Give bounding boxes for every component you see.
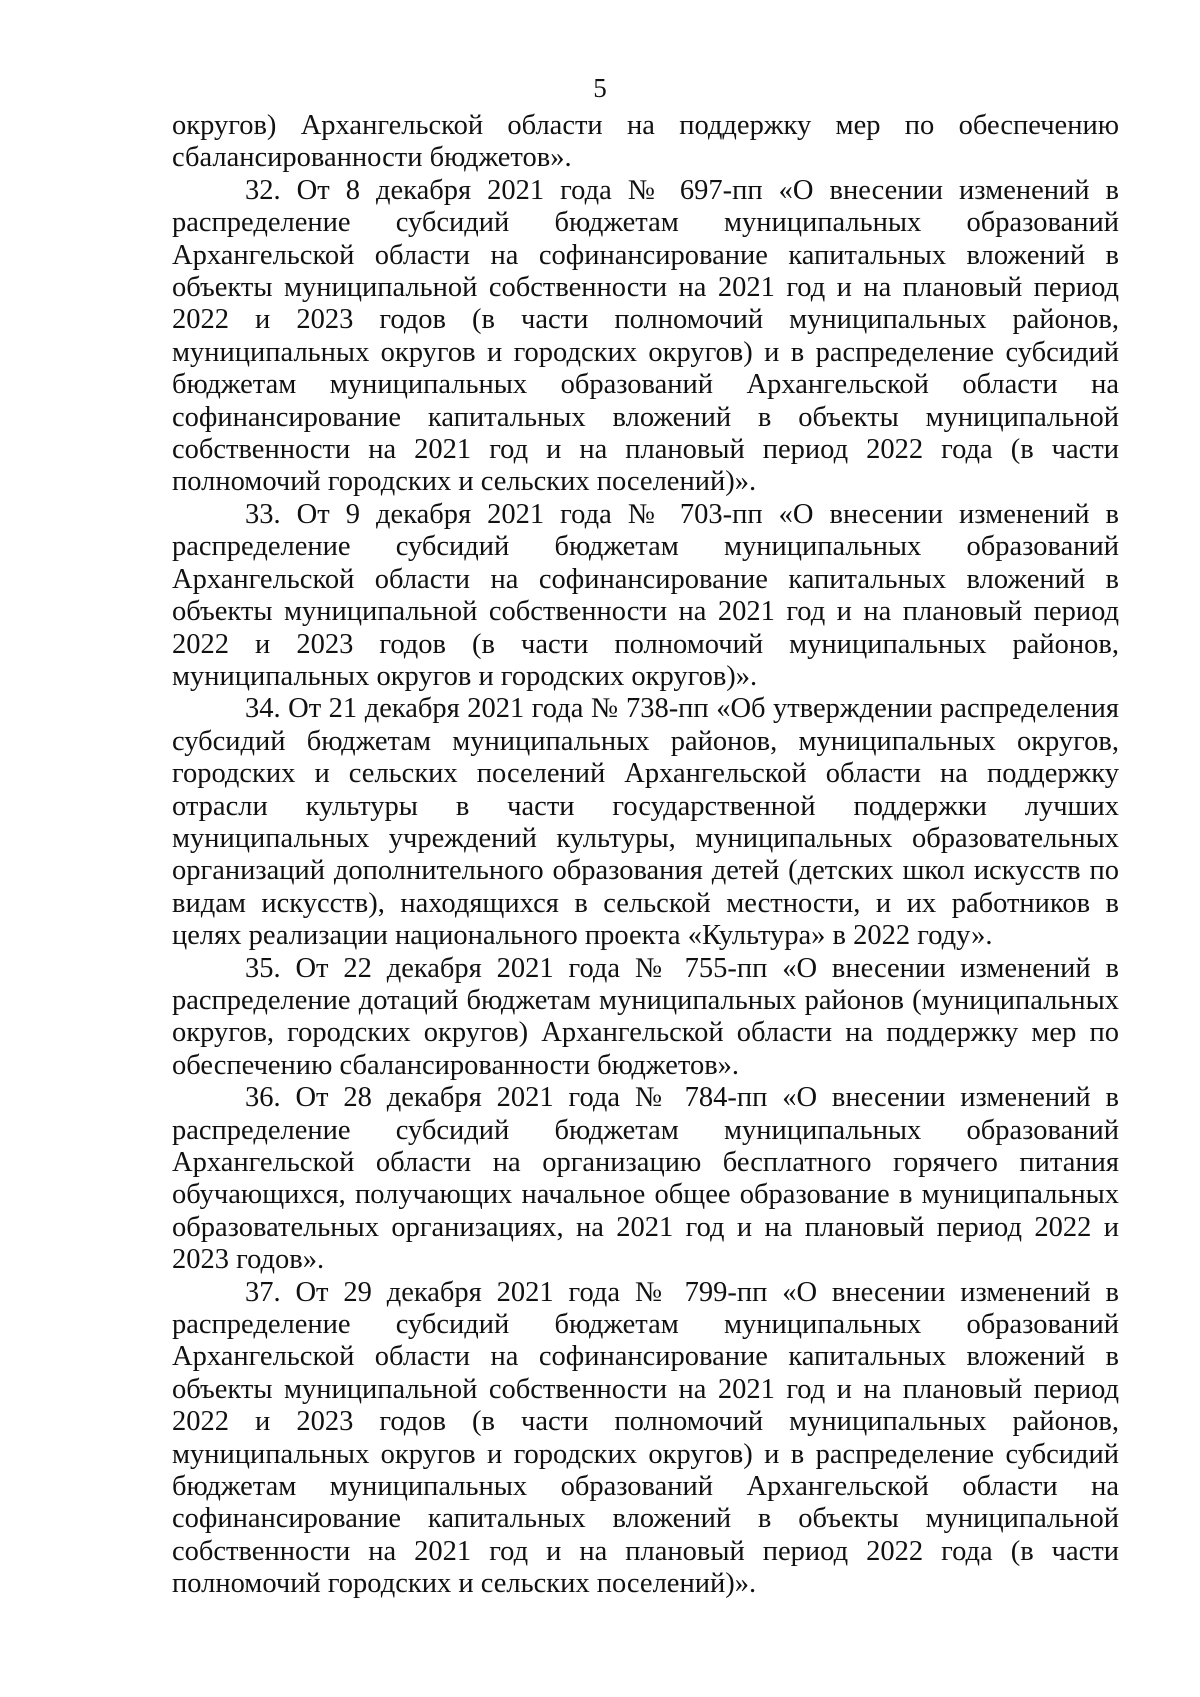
paragraph-item-32: 32. От 8 декабря 2021 года № 697-пп «О внесении изменений в распределение субсидий бюджетам муниципальных образований Архангельской области на софинансирование капитальных вложений в объекты муниципальной собственности на 2021 год и на плановый период 2022 и 2023 годов (в части полномочий муниципальных районов, муниципальных округов и городских округов) и в распределение субсидий бюджетам муниципальных образований Архангельской области на софинансирование капитальных вложений в объекты муниципальной собственности на 2021 год и на плановый период 2022 года (в части полномочий городских и сельских поселений)». bbox=[172, 174, 1119, 498]
paragraph-item-36: 36. От 28 декабря 2021 года № 784-пп «О внесении изменений в распределение субсидий бюджетам муниципальных образований Архангельской области на организацию бесплатного горячего питания обучающихся, получающих начальное общее образование в муниципальных образовательных организациях, на 2021 год и на плановый период 2022 и 2023 годов». bbox=[172, 1082, 1119, 1276]
paragraph-item-35: 35. От 22 декабря 2021 года № 755-пп «О внесении изменений в распределение дотаций бюджетам муниципальных районов (муниципальных округов, городских округов) Архангельской области на поддержку мер по обеспечению сбалансированности бюджетов». bbox=[172, 952, 1119, 1081]
paragraph-item-37: 37. От 29 декабря 2021 года № 799-пп «О внесении изменений в распределение субсидий бюджетам муниципальных образований Архангельской области на софинансирование капитальных вложений в объекты муниципальной собственности на 2021 год и на плановый период 2022 и 2023 годов (в части полномочий муниципальных районов, муниципальных округов и городских округов) и в распределение субсидий бюджетам муниципальных образований Архангельской области на софинансирование капитальных вложений в объекты муниципальной собственности на 2021 год и на плановый период 2022 года (в части полномочий городских и сельских поселений)». bbox=[172, 1276, 1119, 1600]
page-number: 5 bbox=[593, 73, 607, 103]
document-body bbox=[172, 110, 1119, 1601]
paragraph-continuation: округов) Архангельской области на поддержку мер по обеспечению сбалансированности бюджетов». bbox=[172, 110, 1119, 174]
paragraph-item-34: 34. От 21 декабря 2021 года № 738-пп «Об утверждении распределения субсидий бюджетам муниципальных районов, муниципальных округов, городских и сельских поселений Архангельской области на поддержку отрасли культуры в части государственной поддержки лучших муниципальных учреждений культуры, муниципальных образовательных организаций дополнительного образования детей (детских школ искусств по видам искусств), находящихся в сельской местности, и их работников в целях реализации национального проекта «Культура» в 2022 году». bbox=[172, 693, 1119, 952]
paragraph-item-33: 33. От 9 декабря 2021 года № 703-пп «О внесении изменений в распределение субсидий бюджетам муниципальных образований Архангельской области на софинансирование капитальных вложений в объекты муниципальной собственности на 2021 год и на плановый период 2022 и 2023 годов (в части полномочий муниципальных районов, муниципальных округов и городских округов)». bbox=[172, 498, 1119, 692]
